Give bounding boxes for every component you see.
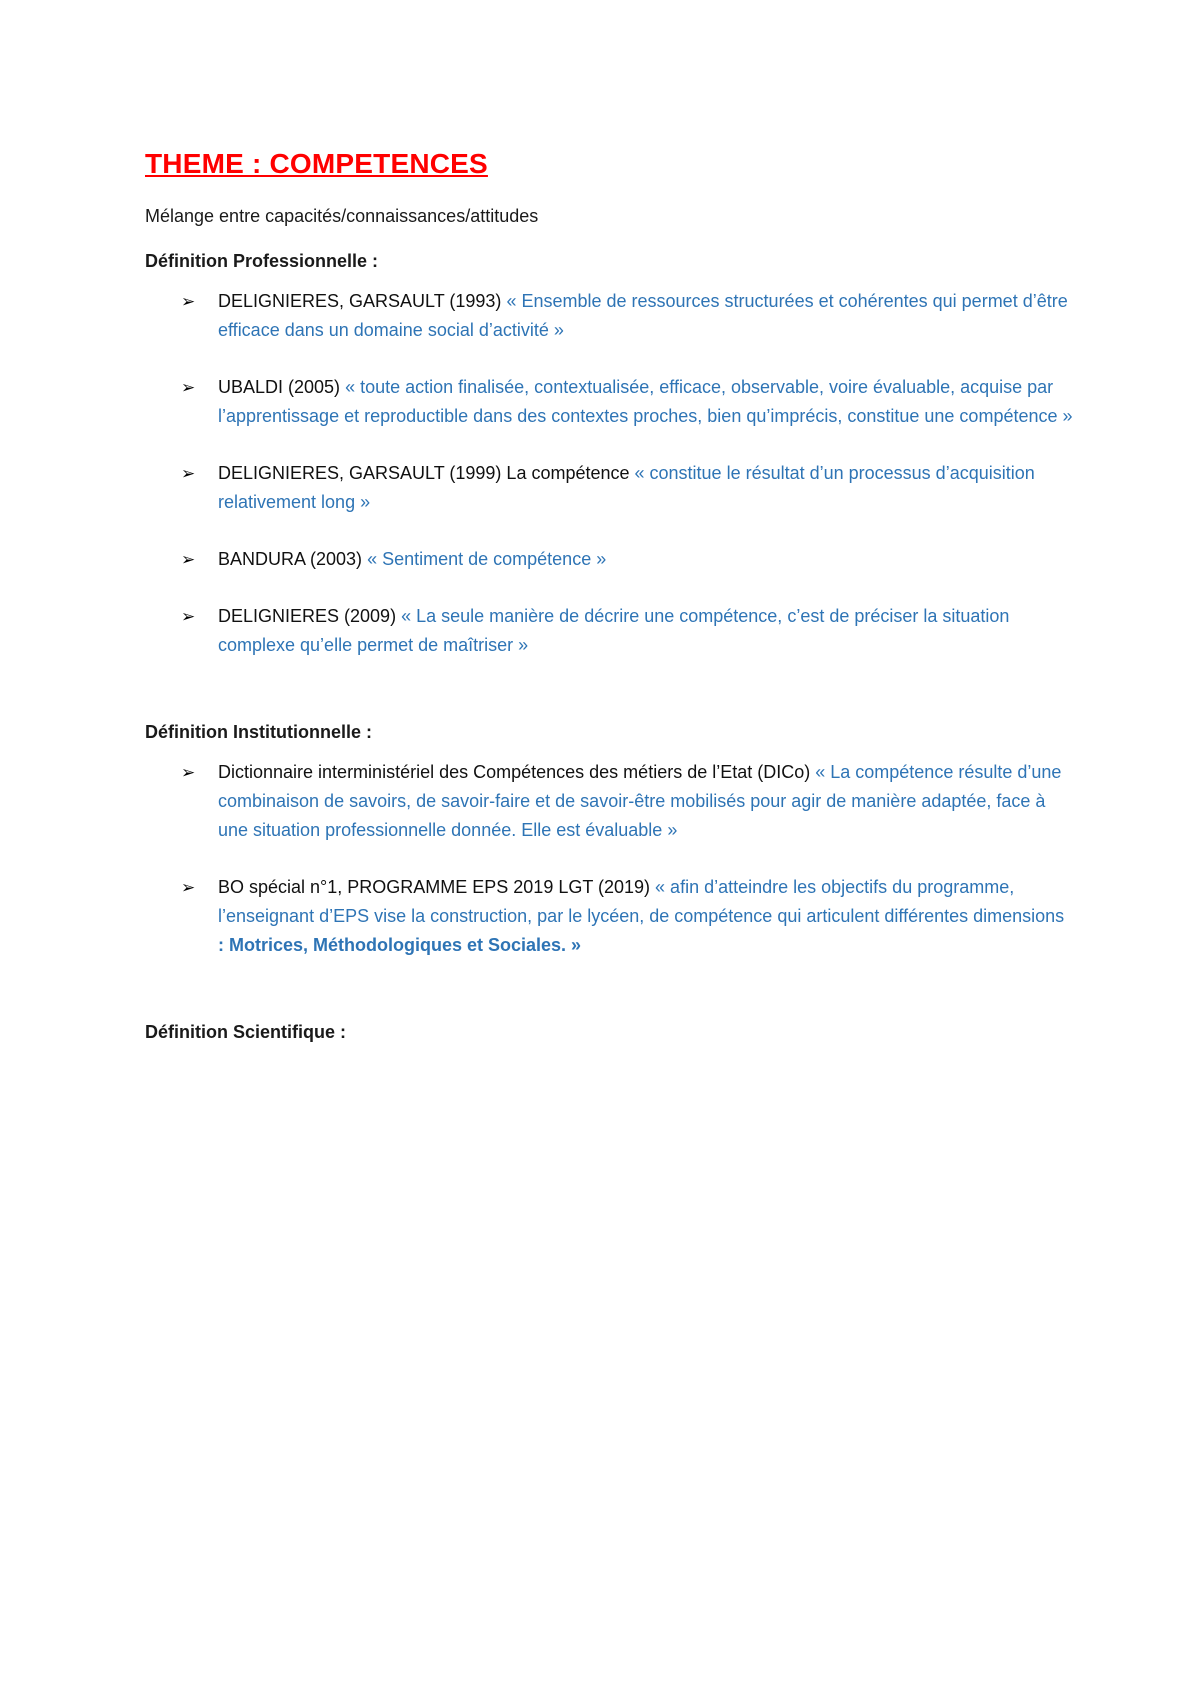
- item-quote: « Sentiment de compétence »: [367, 549, 607, 569]
- item-quote: « toute action finalisée, contextualisée, efficace, observable, voire évaluable, acquise par l’apprentissage et reproductible dans des contextes proches, bien qu’imprécis, constitue une compétence »: [218, 377, 1073, 426]
- section-heading-professionnelle: Définition Professionnelle :: [145, 251, 379, 271]
- arrow-bullet-icon: ➢: [181, 550, 196, 569]
- item-quote: « constitue le résultat d’un processus d’acquisition relativement long »: [218, 463, 1035, 512]
- arrow-bullet-icon: ➢: [181, 292, 196, 311]
- arrow-bullet-icon: ➢: [181, 607, 196, 626]
- spacer: [145, 988, 1075, 1018]
- definition-list-institutionnelle: [145, 758, 1075, 960]
- arrow-bullet-icon: ➢: [181, 878, 196, 897]
- document-page: [145, 148, 1075, 1058]
- item-author: BO spécial n°1, PROGRAMME EPS 2019 LGT (2019): [218, 877, 656, 897]
- list-item: [145, 459, 1075, 517]
- list-item: [145, 758, 1075, 845]
- arrow-bullet-icon: ➢: [181, 763, 196, 782]
- item-author: DELIGNIERES, GARSAULT (1993): [218, 291, 507, 311]
- item-author: DELIGNIERES (2009): [218, 606, 402, 626]
- item-quote: « Ensemble de ressources structurées et cohérentes qui permet d’être efficace dans un domaine social d’activité »: [218, 291, 1068, 340]
- list-item: [145, 545, 1075, 574]
- item-quote: « afin d’atteindre les objectifs du programme, l’enseignant d’EPS vise la construction, par le lycéen, de compétence qui articulent différentes dimensions: [218, 877, 1065, 926]
- item-quote: « La seule manière de décrire une compétence, c’est de préciser la situation complexe qu’elle permet de maîtriser »: [218, 606, 1010, 655]
- section-heading-scientifique: Définition Scientifique :: [145, 1022, 346, 1042]
- item-author: Dictionnaire interministériel des Compétences des métiers de l’Etat (DICo): [218, 762, 816, 782]
- list-item: [145, 287, 1075, 345]
- arrow-bullet-icon: ➢: [181, 464, 196, 483]
- item-author: DELIGNIERES, GARSAULT (1999) La compétence: [218, 463, 635, 483]
- item-quote: « La compétence résulte d’une combinaison de savoirs, de savoir-faire et de savoir-être mobilisés pour agir de manière adaptée, face à une situation professionnelle donnée. Elle est évaluable »: [218, 762, 1062, 840]
- item-author: BANDURA (2003): [218, 549, 368, 569]
- list-item: [145, 373, 1075, 431]
- section-heading-institutionnelle: Définition Institutionnelle :: [145, 722, 372, 742]
- spacer: [145, 688, 1075, 718]
- subtitle: Mélange entre capacités/connaissances/attitudes: [145, 206, 539, 226]
- definition-list-professionnelle: [145, 287, 1075, 660]
- list-item: [145, 873, 1075, 960]
- item-quote-bold: : Motrices, Méthodologiques et Sociales. »: [218, 935, 582, 955]
- item-author: UBALDI (2005): [218, 377, 346, 397]
- page-title: THEME : COMPETENCES: [145, 148, 488, 179]
- arrow-bullet-icon: ➢: [181, 378, 196, 397]
- list-item: [145, 602, 1075, 660]
